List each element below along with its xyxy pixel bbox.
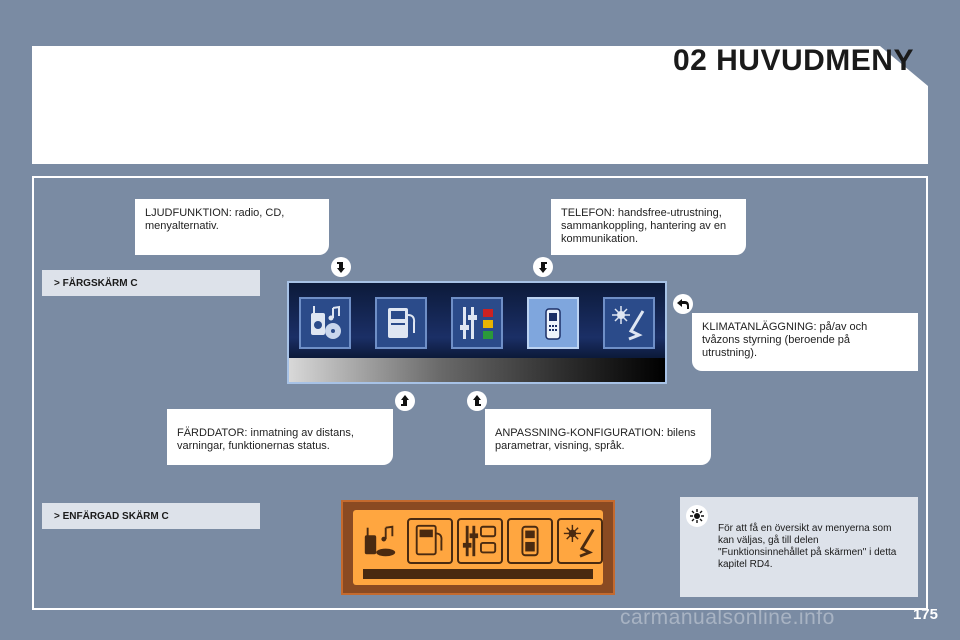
trip-computer-icon[interactable]: [407, 518, 453, 564]
color-screen-display: [287, 281, 667, 384]
trip-computer-icon[interactable]: [375, 297, 427, 349]
arrow-down-icon: [331, 257, 351, 277]
section-label-color-screen: > FÄRGSKÄRM C: [42, 270, 260, 296]
arrow-up-icon: [395, 391, 415, 411]
info-note-text: För att få en översikt av menyerna som kan väljas, gå till delen "Funktionsinnehållet på skärmen" i detta kapitel RD4.: [718, 523, 897, 570]
callout-climate: KLIMATANLÄGGNING: på/av och tvåzons styrning (beroende på utrustning).: [692, 313, 918, 371]
arrow-back-icon: [673, 294, 693, 314]
callout-configuration: ANPASSNING-KONFIGURATION: bilens parametrar, visning, språk.: [485, 409, 711, 465]
audio-icon[interactable]: [299, 297, 351, 349]
callout-phone: TELEFON: handsfree-utrustning, sammankoppling, hantering av en kommunikation.: [551, 199, 746, 255]
callout-trip-computer: FÄRDDATOR: inmatning av distans, varningar, funktionernas status.: [167, 409, 393, 465]
arrow-down-icon: [533, 257, 553, 277]
color-screen-status-bar: [289, 358, 665, 382]
sun-icon: [686, 505, 708, 527]
mono-screen-display: [341, 500, 615, 595]
mono-screen-status-bar: [363, 569, 593, 579]
page-number: 175: [912, 606, 938, 623]
climate-icon[interactable]: [603, 297, 655, 349]
info-note: [680, 497, 918, 597]
phone-icon[interactable]: [527, 297, 579, 349]
configuration-icon[interactable]: [457, 518, 503, 564]
callout-audio: LJUDFUNKTION: radio, CD, menyalternativ.: [135, 199, 329, 255]
climate-icon[interactable]: [557, 518, 603, 564]
phone-icon[interactable]: [507, 518, 553, 564]
section-label-mono-screen: > ENFÄRGAD SKÄRM C: [42, 503, 260, 529]
configuration-icon[interactable]: [451, 297, 503, 349]
watermark: carmanualsonline.info: [620, 606, 835, 629]
audio-icon[interactable]: [357, 518, 403, 564]
page-title: 02 HUVUDMENY: [672, 44, 914, 77]
arrow-up-icon: [467, 391, 487, 411]
